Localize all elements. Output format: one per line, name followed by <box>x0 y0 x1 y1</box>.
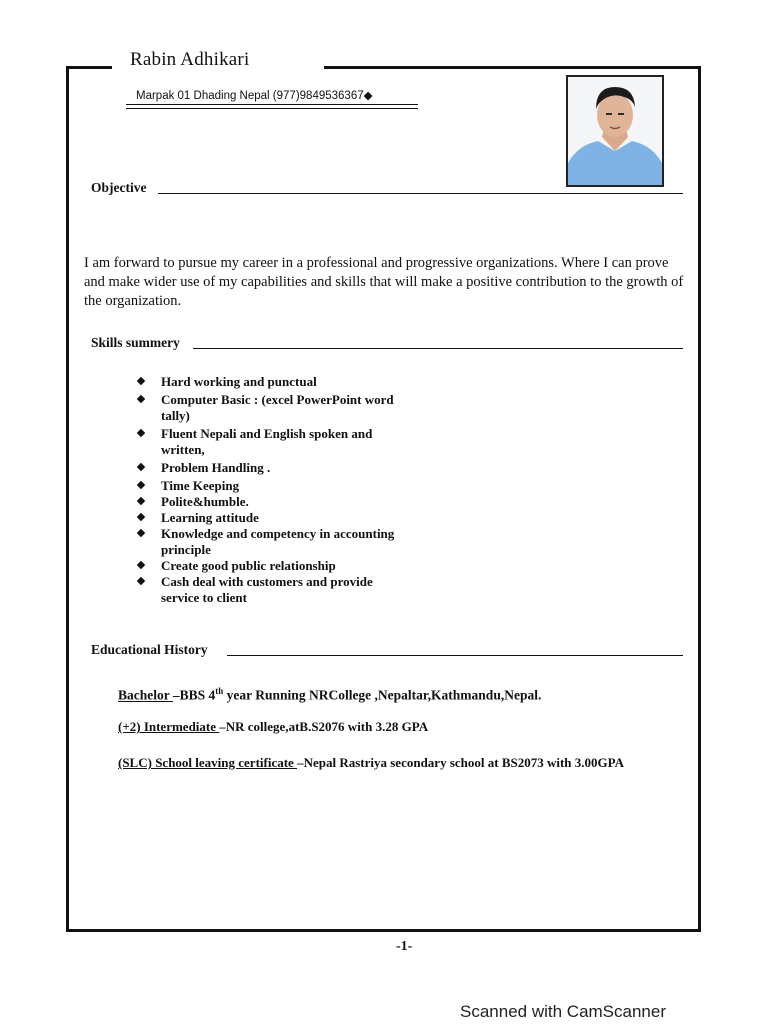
objective-heading: Objective <box>91 180 147 195</box>
skills-list <box>138 374 398 606</box>
applicant-name: Rabin Adhikari <box>130 49 250 70</box>
list-item: Fluent Nepali and English spoken and written, <box>138 426 398 458</box>
bullet-icon <box>137 481 145 489</box>
contact-underline-top <box>126 104 418 105</box>
list-item: Cash deal with customers and provide service to client <box>138 574 398 606</box>
bullet-icon <box>137 497 145 505</box>
list-item: Learning attitude <box>138 510 398 526</box>
list-item: Computer Basic : (excel PowerPoint word tally) <box>138 392 398 424</box>
bullet-icon <box>137 463 145 471</box>
bullet-icon <box>137 429 145 437</box>
objective-rule <box>158 193 683 194</box>
education-label: (+2) Intermediate <box>118 719 220 734</box>
objective-text: I am forward to pursue my career in a professional and progressive organizations. Where I can prove and make wider use of my capabilities and skills that will make a positive contribution to the growth of the organization. <box>84 255 684 309</box>
list-item: Time Keeping <box>138 478 398 494</box>
list-item: Create good public relationship <box>138 558 398 574</box>
education-entry-slc: (SLC) School leaving certificate –Nepal Rastriya secondary school at BS2073 with 3.00GPA <box>118 755 625 770</box>
bullet-icon <box>137 513 145 521</box>
bullet-icon <box>137 377 145 385</box>
education-label: Bachelor <box>118 687 173 703</box>
skills-rule <box>193 348 683 349</box>
education-label: (SLC) School leaving certificate <box>118 755 298 770</box>
list-item: Polite&humble. <box>138 494 398 510</box>
skills-heading: Skills summery <box>91 335 180 350</box>
education-rule <box>227 655 683 656</box>
contact-underline-bottom <box>126 108 418 109</box>
list-item: Knowledge and competency in accounting principle <box>138 526 398 558</box>
bullet-icon <box>137 529 145 537</box>
list-item: Hard working and punctual <box>138 374 398 390</box>
bullet-icon <box>137 561 145 569</box>
scanner-watermark: Scanned with CamScanner <box>460 1002 667 1021</box>
page-number: -1- <box>396 939 413 954</box>
education-entry-bachelor: Bachelor –BBS 4th year Running NRCollege ,Nepaltar,Kathmandu,Nepal. <box>118 686 542 703</box>
contact-line: Marpak 01 Dhading Nepal (977)9849536367◆ <box>136 90 373 102</box>
list-item: Problem Handling . <box>138 460 398 476</box>
bullet-icon <box>137 577 145 585</box>
person-photo-icon <box>568 77 662 185</box>
bullet-icon <box>137 395 145 403</box>
profile-photo <box>566 75 664 187</box>
education-entry-intermediate: (+2) Intermediate –NR college,atB.S2076 with 3.28 GPA <box>118 719 429 734</box>
education-heading: Educational History <box>91 642 208 657</box>
